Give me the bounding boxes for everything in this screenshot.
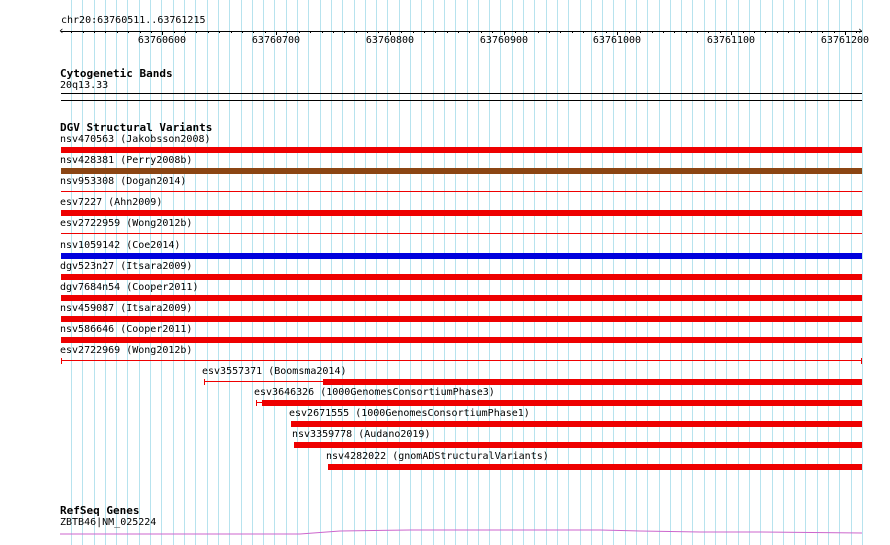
ruler-minor-tick	[322, 31, 323, 33]
ruler-minor-tick	[333, 31, 334, 33]
variant-bar[interactable]	[61, 253, 862, 259]
ruler-minor-tick	[595, 31, 596, 33]
track-divider	[61, 100, 862, 101]
ruler-minor-tick	[299, 31, 300, 33]
ruler-tick-label: 63760900	[479, 35, 529, 46]
variant-bar[interactable]	[61, 168, 862, 174]
grid-line	[263, 0, 264, 545]
variant-bar[interactable]	[61, 295, 862, 301]
ruler-minor-tick	[196, 31, 197, 33]
variant-bar[interactable]	[262, 400, 862, 406]
ruler-minor-tick	[174, 31, 175, 33]
ruler-minor-tick	[799, 31, 800, 33]
variant-label[interactable]: nsv4282022 (gnomADStructuralVariants)	[326, 451, 549, 462]
grid-line	[286, 0, 287, 545]
ruler-minor-tick	[560, 31, 561, 33]
variant-bar[interactable]	[61, 316, 862, 322]
ruler-minor-tick	[822, 31, 823, 33]
ruler-minor-tick	[94, 31, 95, 33]
grid-line	[320, 0, 321, 545]
ruler-minor-tick	[401, 31, 402, 33]
ruler-minor-tick	[515, 31, 516, 33]
ruler-minor-tick	[208, 31, 209, 33]
variant-label[interactable]: nsv3359778 (Audano2019)	[292, 429, 431, 440]
grid-line	[229, 0, 230, 545]
ruler-minor-tick	[686, 31, 687, 33]
ruler-minor-tick	[128, 31, 129, 33]
ruler-minor-tick	[83, 31, 84, 33]
ruler-minor-tick	[640, 31, 641, 33]
grid-line	[195, 0, 196, 545]
ruler-minor-tick	[583, 31, 584, 33]
ruler-minor-tick	[834, 31, 835, 33]
ruler-minor-tick	[287, 31, 288, 33]
ruler-minor-tick	[572, 31, 573, 33]
ruler-minor-tick	[663, 31, 664, 33]
grid-line	[207, 0, 208, 545]
ruler-tick-label: 63760800	[365, 35, 415, 46]
ruler-minor-tick	[788, 31, 789, 33]
ruler-tick-label: 63761000	[592, 35, 642, 46]
dgv-track-title: DGV Structural Variants	[60, 121, 213, 134]
ruler-minor-tick	[492, 31, 493, 33]
ruler-minor-tick	[720, 31, 721, 33]
ruler-minor-tick	[526, 31, 527, 33]
variant-label[interactable]: esv2671555 (1000GenomesConsortiumPhase1)	[289, 408, 530, 419]
ruler-tick-label: 63761100	[706, 35, 756, 46]
variant-label[interactable]: esv2722969 (Wong2012b)	[60, 345, 193, 356]
variant-label[interactable]: nsv459087 (Itsara2009)	[60, 303, 193, 314]
ruler-tick-label: 63760700	[251, 35, 301, 46]
ruler-minor-tick	[435, 31, 436, 33]
variant-bar[interactable]	[61, 147, 862, 153]
ruler-minor-tick	[151, 31, 152, 33]
ruler-minor-tick	[253, 31, 254, 33]
variant-endcap	[61, 358, 62, 364]
variant-label[interactable]: dgv523n27 (Itsara2009)	[60, 261, 193, 272]
variant-label[interactable]: nsv428381 (Perry2008b)	[60, 155, 193, 166]
grid-line	[862, 0, 863, 545]
ruler-axis	[61, 31, 862, 32]
variant-bar[interactable]	[61, 274, 862, 280]
variant-bar[interactable]	[294, 442, 862, 448]
refseq-track-title: RefSeq Genes	[60, 504, 140, 517]
variant-label[interactable]: dgv7684n54 (Cooper2011)	[60, 282, 199, 293]
gene-label[interactable]: ZBTB46|NM_025224	[60, 517, 157, 528]
ruler-minor-tick	[105, 31, 106, 33]
ruler-minor-tick	[231, 31, 232, 33]
ruler-right-arrow-icon: ›	[857, 24, 864, 37]
ruler-minor-tick	[310, 31, 311, 33]
variant-label[interactable]: esv7227 (Ahn2009)	[60, 197, 163, 208]
variant-line[interactable]	[61, 233, 862, 234]
ruler-minor-tick	[481, 31, 482, 33]
ruler-minor-tick	[356, 31, 357, 33]
ruler-minor-tick	[811, 31, 812, 33]
ruler-minor-tick	[674, 31, 675, 33]
cytoband-bar[interactable]	[61, 93, 862, 94]
ruler-minor-tick	[117, 31, 118, 33]
ruler-minor-tick	[469, 31, 470, 33]
grid-line	[252, 0, 253, 545]
variant-line[interactable]	[61, 360, 862, 361]
grid-line	[274, 0, 275, 545]
ruler-minor-tick	[697, 31, 698, 33]
variant-label[interactable]: nsv586646 (Cooper2011)	[60, 324, 193, 335]
variant-label[interactable]: nsv470563 (Jakobsson2008)	[60, 134, 211, 145]
variant-endcap	[204, 379, 205, 385]
ruler-minor-tick	[743, 31, 744, 33]
variant-line[interactable]	[61, 191, 862, 192]
ruler-minor-tick	[708, 31, 709, 33]
cytogenetic-track-title: Cytogenetic Bands	[60, 67, 173, 80]
variant-label[interactable]: esv3646326 (1000GenomesConsortiumPhase3)	[254, 387, 495, 398]
ruler-minor-tick	[71, 31, 72, 33]
variant-bar[interactable]	[328, 464, 862, 470]
grid-line	[218, 0, 219, 545]
ruler-minor-tick	[447, 31, 448, 33]
variant-bar[interactable]	[61, 337, 862, 343]
location-label: chr20:63760511..63761215	[61, 15, 206, 26]
ruler-minor-tick	[265, 31, 266, 33]
ruler-minor-tick	[242, 31, 243, 33]
ruler-minor-tick	[458, 31, 459, 33]
variant-label[interactable]: esv2722959 (Wong2012b)	[60, 218, 193, 229]
ruler-left-arrow-icon: ‹	[58, 24, 65, 37]
ruler-minor-tick	[413, 31, 414, 33]
ruler-minor-tick	[765, 31, 766, 33]
grid-line	[241, 0, 242, 545]
ruler-minor-tick	[754, 31, 755, 33]
variant-label[interactable]: esv3557371 (Boomsma2014)	[202, 366, 347, 377]
ruler-minor-tick	[185, 31, 186, 33]
ruler-minor-tick	[856, 31, 857, 33]
ruler-minor-tick	[219, 31, 220, 33]
ruler-minor-tick	[140, 31, 141, 33]
ruler-minor-tick	[424, 31, 425, 33]
ruler-minor-tick	[606, 31, 607, 33]
ruler-minor-tick	[652, 31, 653, 33]
grid-line	[308, 0, 309, 545]
variant-label[interactable]: nsv953308 (Dogan2014)	[60, 176, 187, 187]
ruler-minor-tick	[344, 31, 345, 33]
variant-endcap	[256, 400, 257, 406]
ruler-minor-tick	[549, 31, 550, 33]
ruler-minor-tick	[777, 31, 778, 33]
ruler-minor-tick	[378, 31, 379, 33]
cytoband-label: 20q13.33	[60, 80, 109, 91]
ruler-minor-tick	[367, 31, 368, 33]
ruler-tick-label: 63760600	[137, 35, 187, 46]
variant-endcap	[861, 358, 862, 364]
grid-line	[297, 0, 298, 545]
variant-bar[interactable]	[61, 210, 862, 216]
ruler-minor-tick	[629, 31, 630, 33]
variant-bar[interactable]	[291, 421, 862, 427]
variant-label[interactable]: nsv1059142 (Coe2014)	[60, 240, 181, 251]
ruler-minor-tick	[538, 31, 539, 33]
variant-bar[interactable]	[323, 379, 862, 385]
gene-feature[interactable]	[0, 524, 890, 540]
ruler-tick-label: 63761200	[820, 35, 870, 46]
